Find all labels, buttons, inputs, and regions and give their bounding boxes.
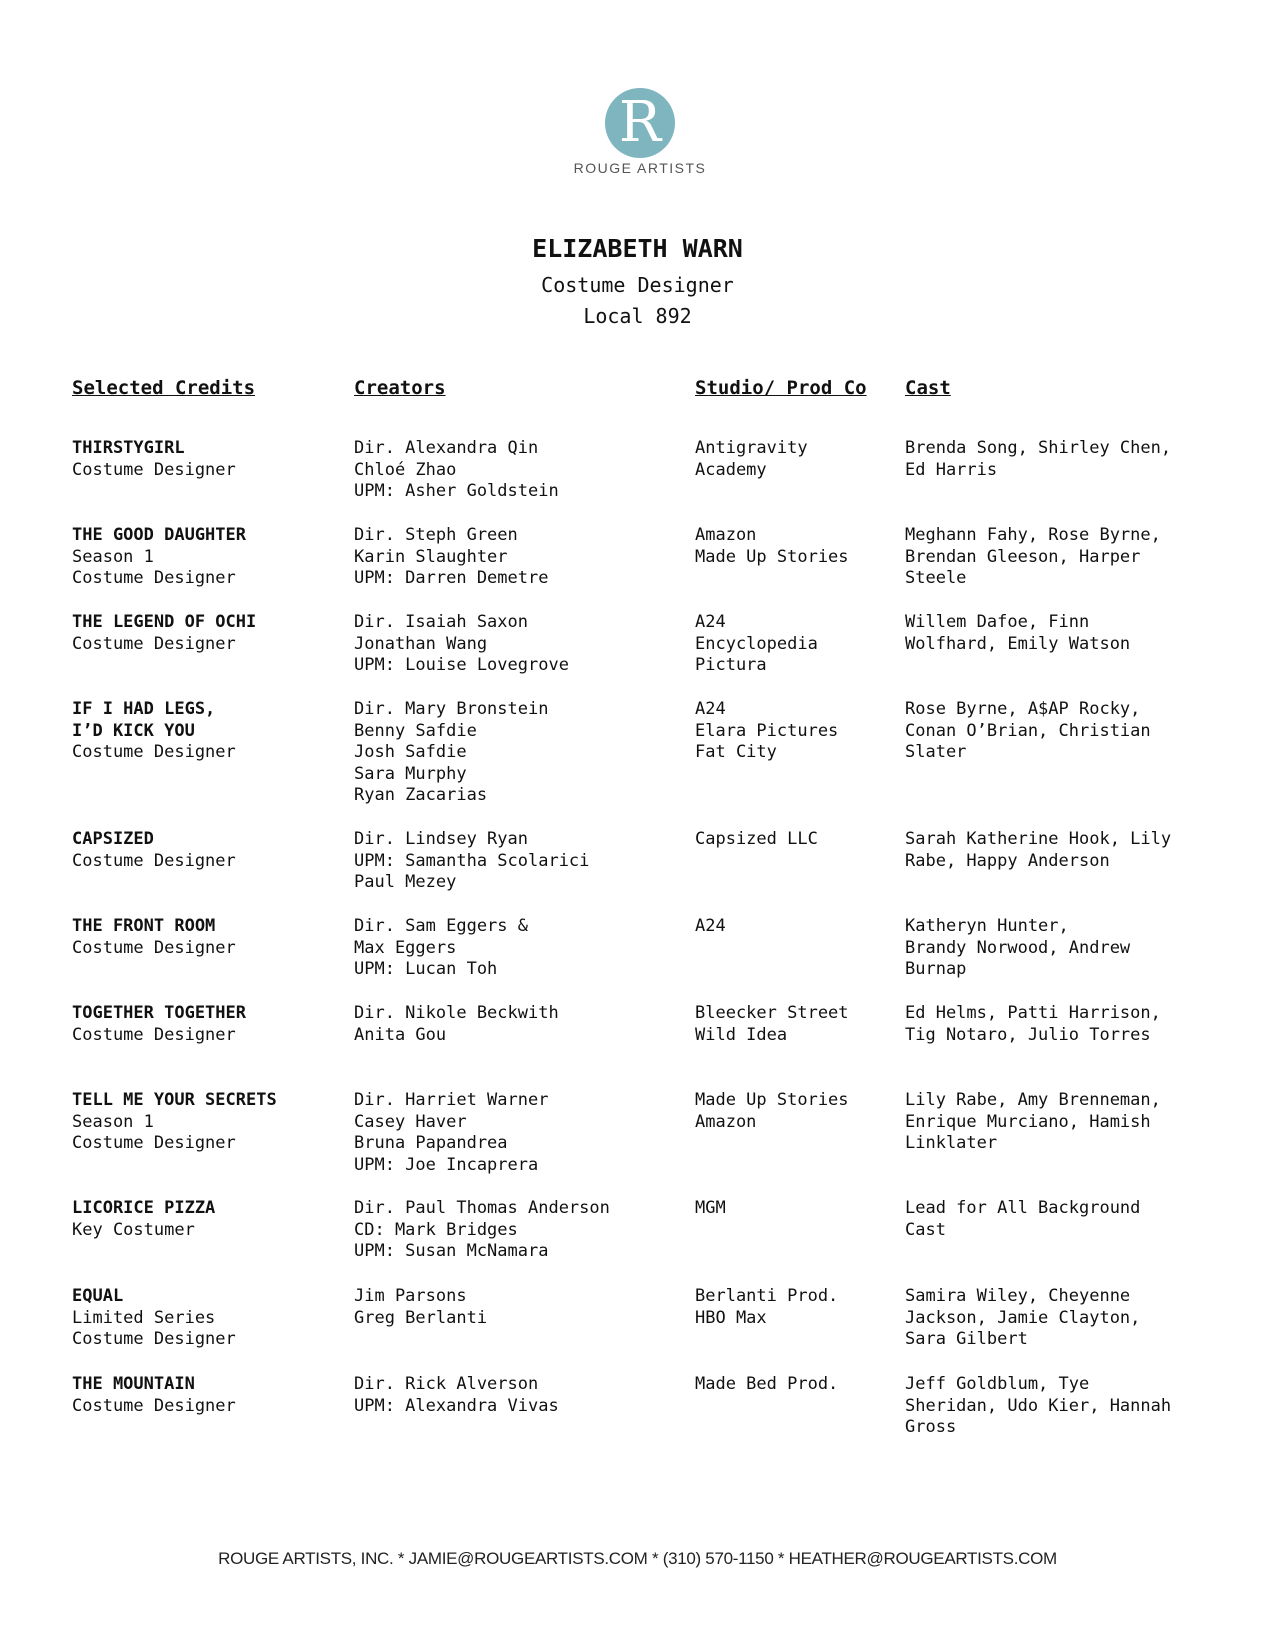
creators-cell — [354, 1003, 689, 1046]
studio-line: MGM — [695, 1198, 726, 1218]
cast-cell — [905, 1198, 1225, 1241]
cast-line: Lead for All Background — [905, 1198, 1141, 1218]
cast-cell — [905, 916, 1225, 981]
credit-cell — [72, 829, 342, 872]
cast-cell — [905, 438, 1225, 481]
cast-line: Katheryn Hunter, — [905, 916, 1069, 936]
cast-line: Jeff Goldblum, Tye — [905, 1374, 1090, 1394]
cast-line: Sara Gilbert — [905, 1329, 1028, 1349]
column-header-studio: Studio/ Prod Co — [695, 377, 867, 399]
cast-line: Ed Harris — [905, 459, 998, 480]
creator-line: Dir. Lindsey Ryan — [354, 829, 528, 849]
cast-line: Slater — [905, 742, 967, 762]
credit-role: Limited Series — [72, 1307, 216, 1328]
studio-cell — [695, 916, 900, 938]
creator-line: Josh Safdie — [354, 742, 467, 762]
logo-circle — [605, 88, 675, 158]
creator-line: UPM: Louise Lovegrove — [354, 655, 569, 675]
studio-line: Wild Idea — [695, 1024, 788, 1045]
credit-role: Costume Designer — [72, 633, 236, 654]
creator-line: Anita Gou — [354, 1024, 447, 1045]
studio-line: Elara Pictures — [695, 720, 839, 741]
cast-line: Enrique Murciano, Hamish — [905, 1111, 1151, 1132]
creator-line: Greg Berlanti — [354, 1307, 488, 1328]
cast-line: Tig Notaro, Julio Torres — [905, 1024, 1151, 1045]
credit-title: THE MOUNTAIN — [72, 1374, 195, 1394]
creator-line: Dir. Sam Eggers & — [354, 916, 528, 936]
creator-line: Dir. Nikole Beckwith — [354, 1003, 559, 1023]
creator-line: Bruna Papandrea — [354, 1133, 508, 1153]
credit-title: IF I HAD LEGS, — [72, 699, 216, 719]
logo-letter: R — [618, 90, 662, 155]
cast-line: Ed Helms, Patti Harrison, — [905, 1003, 1161, 1023]
creators-cell — [354, 1374, 689, 1417]
cast-cell — [905, 1286, 1225, 1351]
credit-title: TOGETHER TOGETHER — [72, 1003, 246, 1023]
cast-line: Lily Rabe, Amy Brenneman, — [905, 1090, 1161, 1110]
creators-cell — [354, 699, 689, 807]
cast-line: Gross — [905, 1417, 957, 1437]
studio-line: Encyclopedia — [695, 633, 818, 654]
cast-line: Steele — [905, 568, 967, 588]
credit-title: CAPSIZED — [72, 829, 154, 849]
creator-line: Jonathan Wang — [354, 633, 488, 654]
credit-title: LICORICE PIZZA — [72, 1198, 216, 1218]
studio-cell — [695, 1374, 900, 1396]
studio-cell — [695, 829, 900, 851]
cast-line: Willem Dafoe, Finn — [905, 612, 1090, 632]
creator-line: Dir. Rick Alverson — [354, 1374, 539, 1394]
credit-role: Costume Designer — [72, 850, 236, 871]
creator-line: Jim Parsons — [354, 1286, 467, 1306]
credit-title: THE FRONT ROOM — [72, 916, 216, 936]
studio-line: Capsized LLC — [695, 829, 818, 849]
credit-role: Costume Designer — [72, 1395, 236, 1416]
creator-line: UPM: Susan McNamara — [354, 1241, 549, 1261]
creator-line: Paul Mezey — [354, 872, 457, 892]
creator-line: Ryan Zacarias — [354, 785, 488, 805]
credit-role: Costume Designer — [72, 1329, 236, 1349]
credit-role: Costume Designer — [72, 459, 236, 480]
cast-cell — [905, 1090, 1225, 1155]
studio-cell — [695, 1198, 900, 1220]
credit-role: Season 1 — [72, 546, 154, 567]
creator-line: UPM: Joe Incaprera — [354, 1154, 539, 1175]
creator-line: UPM: Alexandra Vivas — [354, 1395, 559, 1416]
creators-cell — [354, 525, 689, 590]
contact-footer: ROUGE ARTISTS, INC. * JAMIE@ROUGEARTISTS.COM * (310) 570-1150 * HEATHER@ROUGEARTISTS.COM — [218, 1549, 1057, 1568]
creator-line: Dir. Paul Thomas Anderson — [354, 1198, 610, 1218]
cast-cell — [905, 1374, 1225, 1439]
rouge-artists-logo — [560, 88, 720, 176]
credit-role: Costume Designer — [72, 1024, 236, 1045]
credit-role: Key Costumer — [72, 1219, 195, 1240]
credit-role: Season 1 — [72, 1111, 154, 1132]
studio-line: Amazon — [695, 1111, 757, 1132]
cast-line: Sarah Katherine Hook, Lily — [905, 829, 1172, 849]
studio-line: Fat City — [695, 742, 777, 762]
cast-line: Burnap — [905, 959, 967, 979]
credit-title: TELL ME YOUR SECRETS — [72, 1090, 277, 1110]
cast-line: Rose Byrne, A$AP Rocky, — [905, 699, 1141, 719]
cast-line: Brenda Song, Shirley Chen, — [905, 438, 1172, 458]
studio-line: Amazon — [695, 525, 757, 545]
column-header-cast: Cast — [905, 377, 951, 399]
cast-line: Sheridan, Udo Kier, Hannah — [905, 1395, 1172, 1416]
studio-line: Antigravity — [695, 438, 808, 458]
creators-cell — [354, 1286, 689, 1329]
creator-line: UPM: Asher Goldstein — [354, 481, 559, 501]
creator-line: Dir. Steph Green — [354, 525, 518, 545]
cast-line: Jackson, Jamie Clayton, — [905, 1307, 1141, 1328]
column-header-creators: Creators — [354, 377, 446, 399]
creator-line: Dir. Isaiah Saxon — [354, 612, 528, 632]
creator-line: Karin Slaughter — [354, 546, 508, 567]
studio-line: Made Up Stories — [695, 1090, 849, 1110]
cast-cell — [905, 612, 1225, 655]
cast-line: Brandy Norwood, Andrew — [905, 937, 1131, 958]
union-local: Local 892 — [583, 304, 692, 328]
creator-line: Chloé Zhao — [354, 459, 457, 480]
studio-cell — [695, 1003, 900, 1046]
credit-cell — [72, 1003, 342, 1046]
creator-line: Casey Haver — [354, 1111, 467, 1132]
creator-line: UPM: Darren Demetre — [354, 568, 549, 588]
person-role: Costume Designer — [541, 273, 734, 297]
creators-cell — [354, 1198, 689, 1263]
creator-line: Dir. Alexandra Qin — [354, 438, 539, 458]
credit-cell — [72, 916, 342, 959]
credit-role: Costume Designer — [72, 1133, 236, 1153]
creator-line: UPM: Samantha Scolarici — [354, 850, 590, 871]
studio-cell — [695, 1090, 900, 1133]
credit-cell — [72, 525, 342, 590]
person-name: ELIZABETH WARN — [532, 234, 743, 263]
credit-cell — [72, 1286, 342, 1351]
creator-line: Benny Safdie — [354, 720, 477, 741]
creator-line: CD: Mark Bridges — [354, 1219, 518, 1240]
studio-line: Bleecker Street — [695, 1003, 849, 1023]
cast-line: Brendan Gleeson, Harper — [905, 546, 1141, 567]
credit-title: THE LEGEND OF OCHI — [72, 612, 257, 632]
credit-cell — [72, 438, 342, 481]
credit-title: THE GOOD DAUGHTER — [72, 525, 246, 545]
cast-cell — [905, 1003, 1225, 1046]
cast-cell — [905, 829, 1225, 872]
studio-line: Pictura — [695, 655, 767, 675]
credit-cell — [72, 1374, 342, 1417]
credit-cell — [72, 1198, 342, 1241]
studio-line: A24 — [695, 612, 726, 632]
studio-line: HBO Max — [695, 1307, 767, 1328]
studio-cell — [695, 1286, 900, 1329]
studio-cell — [695, 699, 900, 764]
creators-cell — [354, 438, 689, 503]
studio-cell — [695, 525, 900, 568]
cast-line: Wolfhard, Emily Watson — [905, 633, 1131, 654]
cast-cell — [905, 525, 1225, 590]
creator-line: Dir. Mary Bronstein — [354, 699, 549, 719]
credit-role: Costume Designer — [72, 937, 236, 958]
logo-wordmark: ROUGE ARTISTS — [573, 160, 707, 176]
credit-cell — [72, 612, 342, 655]
credit-title: I’D KICK YOU — [72, 720, 195, 741]
cast-line: Linklater — [905, 1133, 998, 1153]
creator-line: Max Eggers — [354, 937, 457, 958]
studio-line: A24 — [695, 916, 726, 936]
studio-line: Made Up Stories — [695, 546, 849, 567]
cast-line: Rabe, Happy Anderson — [905, 850, 1110, 871]
credit-title: THIRSTYGIRL — [72, 438, 185, 458]
studio-line: Made Bed Prod. — [695, 1374, 839, 1394]
credit-cell — [72, 699, 342, 764]
cast-line: Cast — [905, 1219, 946, 1240]
cast-cell — [905, 699, 1225, 764]
studio-line: Berlanti Prod. — [695, 1286, 839, 1306]
studio-line: A24 — [695, 699, 726, 719]
studio-line: Academy — [695, 459, 767, 480]
creator-line: Sara Murphy — [354, 763, 467, 784]
credit-cell — [72, 1090, 342, 1155]
credit-role: Costume Designer — [72, 742, 236, 762]
studio-cell — [695, 438, 900, 481]
creators-cell — [354, 612, 689, 677]
creators-cell — [354, 1090, 689, 1176]
cast-line: Samira Wiley, Cheyenne — [905, 1286, 1131, 1306]
credit-title: EQUAL — [72, 1286, 124, 1306]
creator-line: UPM: Lucan Toh — [354, 959, 498, 979]
creator-line: Dir. Harriet Warner — [354, 1090, 549, 1110]
credit-role: Costume Designer — [72, 568, 236, 588]
cast-line: Conan O’Brian, Christian — [905, 720, 1151, 741]
cast-line: Meghann Fahy, Rose Byrne, — [905, 525, 1161, 545]
column-header-credits: Selected Credits — [72, 377, 256, 399]
creators-cell — [354, 916, 689, 981]
creators-cell — [354, 829, 689, 894]
studio-cell — [695, 612, 900, 677]
